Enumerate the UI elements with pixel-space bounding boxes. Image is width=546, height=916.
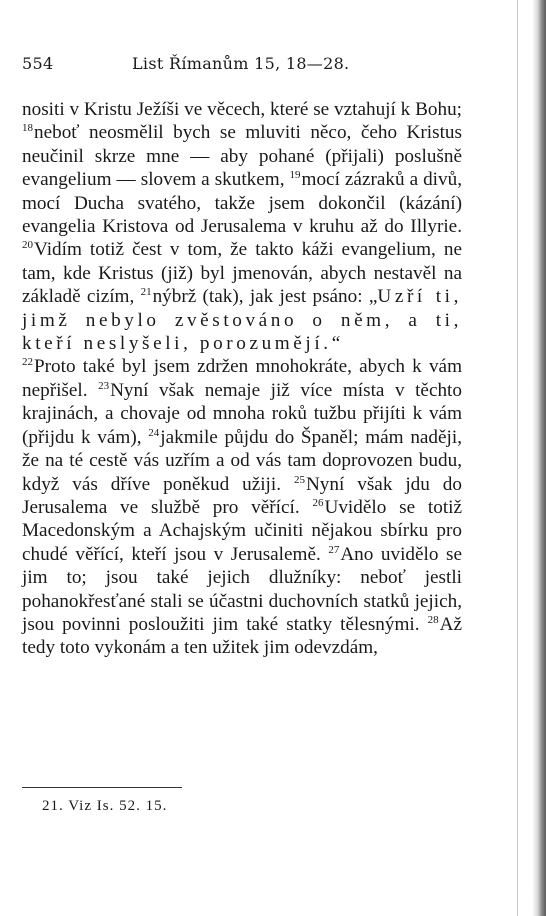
verse-number: 27 [328, 543, 340, 556]
paragraph [22, 355, 462, 659]
text-segment: Uvidělo se totiž Macedonským a Achajským učiniti nějakou sbírku pro chudé věřící, kteří jsou v Jerusalemě. [22, 496, 463, 565]
text-segment: nýbrž (tak), jak jest psáno: „ [152, 286, 378, 308]
text-segment: jakmile půjdu do Španěl; mám naději, že na té cestě vás uzřím a od vás tam doprovozen budu, když vás dříve poněkud užiji. [22, 426, 462, 495]
verse-number: 25 [293, 473, 305, 486]
paragraph [22, 98, 462, 355]
scripture-quote: Uzří ti, jimž nebylo zvěstováno o něm, a ti, kteří neslyšeli, porozumějí. [22, 286, 463, 355]
text-segment: Vidím totiž čest v tom, že takto káži evangelium, ne tam, kde Kristus (již) byl jmenován, abych nestavěl na základě cizím, [22, 239, 462, 308]
text-segment: Až tedy toto vykonám a ten užitek jim odevzdám, [22, 613, 462, 659]
text-segment: nositi v Kristu Ježíši ve věcech, které se vztahují k Bohu; [22, 99, 462, 120]
text-segment: neboť neosmělil bych se mluviti něco, čeho Kristus neučinil skrze mne — aby pohané (přijali) poslušně evangelium — slovem a skutkem, [22, 122, 462, 191]
running-title: List Římanům 15, 18—28. [132, 54, 350, 73]
text-segment: Nyní však nemaje již více místa v těchto krajinách, a chovaje od mnoha roků tužbu přijíti k vám (přijdu k vám), [22, 379, 462, 448]
verse-number: 23 [98, 379, 110, 392]
verse-number: 24 [148, 426, 160, 439]
book-spine-edge [532, 0, 546, 916]
text-segment: “ [331, 333, 341, 355]
page-number: 554 [22, 54, 54, 73]
text-segment: Ano uvidělo se jim to; jsou také jejich dlužníky: neboť jestli pohanokřesťané stali se účastni duchovních statků jejich, jsou povinni posloužiti jim také statky tělesnými. [22, 543, 462, 635]
verse-number: 20 [22, 239, 33, 252]
text-segment: Nyní však jdu do Jerusalema ve službě pro věřící. [22, 473, 462, 518]
page-gutter-line [517, 0, 518, 916]
footnote-rule [22, 787, 182, 788]
text-segment: mocí zázraků a divů, mocí Ducha svatého, takže jsem dokončil (kázání) evangelia Kristova od Jerusalema v kruhu až do Illyrie. [22, 169, 462, 238]
verse-number: 18 [22, 122, 33, 135]
verse-number: 22 [22, 356, 33, 369]
book-page [22, 54, 462, 854]
verse-number: 26 [312, 496, 324, 509]
page-header [22, 54, 462, 78]
verse-number: 21 [140, 286, 152, 299]
text-segment: Proto také byl jsem zdržen mnohokráte, abych k vám nepřišel. [22, 356, 462, 401]
footnote: 21. Viz Is. 52. 15. [42, 798, 168, 814]
verse-number: 28 [427, 613, 439, 626]
verse-number: 19 [289, 169, 301, 182]
body-text [22, 98, 462, 660]
